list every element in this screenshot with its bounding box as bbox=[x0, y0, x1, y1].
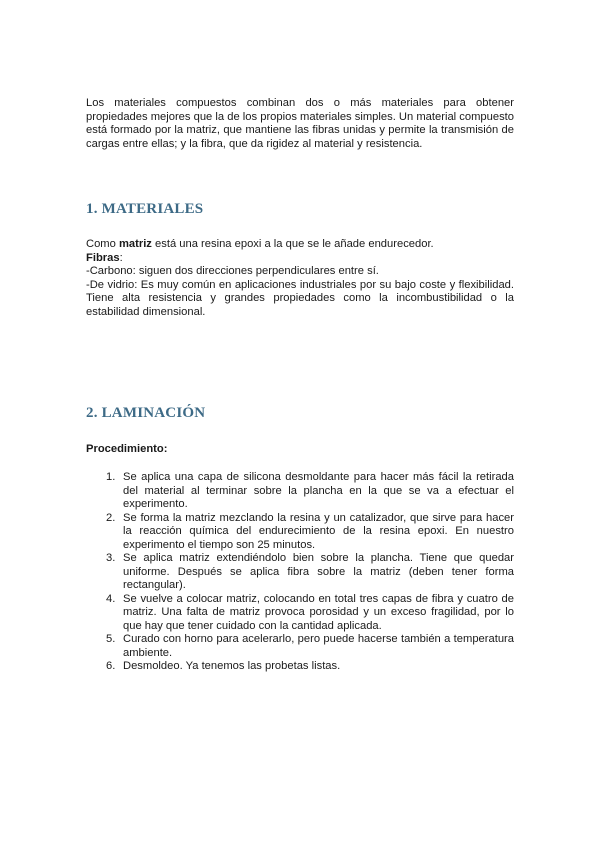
procedure-step bbox=[86, 552, 514, 593]
procedure-step bbox=[86, 633, 514, 660]
vidrio-paragraph: -De vidrio: Es muy común en aplicaciones industriales por su bajo coste y flexibilidad. Tiene alta resistencia y grandes propiedades como la incombustibilidad o la estabilidad dimensional. bbox=[86, 278, 514, 318]
fibras-label: Fibras bbox=[86, 251, 120, 264]
procedure-list-container bbox=[86, 471, 514, 674]
procedure-step-number: 5. bbox=[106, 633, 116, 645]
section-heading-materiales: 1. MATERIALES bbox=[86, 201, 204, 217]
procedure-step-text: Se vuelve a colocar matriz, colocando en total tres capas de fibra y cuatro de matriz. Una falta de matriz provoca porosidad y un exceso fragilidad, por lo que hay que tener cuidado con la cantidad aplicada. bbox=[123, 592, 514, 632]
procedimiento-subheading: Procedimiento: bbox=[86, 443, 168, 455]
procedimiento-subheading-container bbox=[86, 443, 514, 457]
procedure-step-text: Se aplica una capa de silicona desmoldante para hacer más fácil la retirada del material al terminar sobre la plancha en la que se va a efectuar el experimento. bbox=[123, 471, 514, 510]
procedure-step bbox=[86, 471, 514, 512]
fibras-line bbox=[86, 252, 514, 266]
matriz-line-prefix: Como bbox=[86, 238, 119, 250]
carbono-line: -Carbono: siguen dos direcciones perpendiculares entre sí. bbox=[86, 265, 379, 277]
matriz-line bbox=[86, 238, 514, 252]
procedure-step-text: Se forma la matriz mezclando la resina y un catalizador, que sirve para hacer la reacción química del endurecimiento de la resina epoxi. En nuestro experimento el tiempo son 25 minutos. bbox=[123, 511, 514, 551]
procedure-step-text: Se aplica matriz extendiéndolo bien sobre la plancha. Tiene que quedar uniforme. Después se aplica fibra sobre la matriz (deben tener forma rectangular). bbox=[123, 552, 514, 591]
matriz-line-suffix: está una resina epoxi a la que se le añade endurecedor. bbox=[151, 238, 434, 250]
procedure-step bbox=[86, 660, 514, 674]
intro-paragraph-container bbox=[86, 97, 514, 151]
procedure-step-text: Desmoldeo. Ya tenemos las probetas listas. bbox=[123, 660, 341, 672]
procedure-step-number: 2. bbox=[106, 511, 116, 524]
procedure-list bbox=[86, 471, 514, 674]
procedure-step-number: 1. bbox=[106, 471, 116, 483]
matriz-bold-term: matriz bbox=[118, 238, 152, 250]
procedure-step-number: 3. bbox=[106, 552, 116, 564]
procedure-step bbox=[86, 593, 514, 634]
procedure-step-text: Curado con horno para acelerarlo, pero puede hacerse también a temperatura ambiente. bbox=[123, 633, 514, 659]
procedure-step-number: 6. bbox=[106, 660, 116, 672]
fibras-colon: : bbox=[119, 251, 123, 264]
intro-paragraph: Los materiales compuestos combinan dos o más materiales para obtener propiedades mejores que la de los propios materiales simples. Un material compuesto está formado por la matriz, que mantiene las fibras unidas y permite la transmisión de cargas entre ellas; y la fibra, que da rigidez al material y resistencia. bbox=[86, 97, 514, 150]
procedure-step bbox=[86, 512, 514, 553]
section-heading-laminacion: 2. LAMINACIÓN bbox=[86, 405, 206, 421]
materiales-body bbox=[86, 238, 514, 319]
procedure-step-number: 4. bbox=[106, 592, 116, 605]
